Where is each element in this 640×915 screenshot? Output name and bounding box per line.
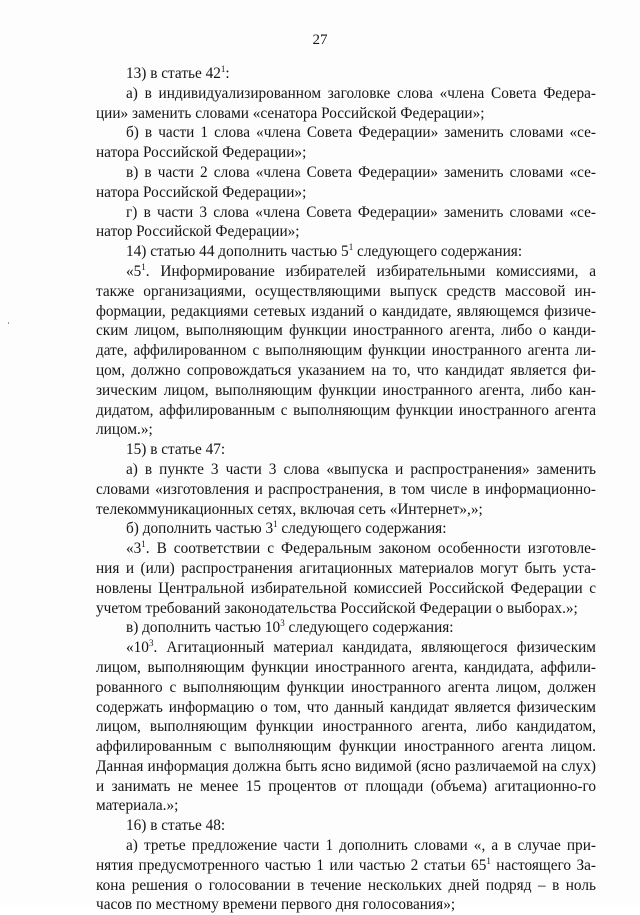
- text-run: в) дополнить частью 10: [126, 619, 281, 637]
- paragraph: [96, 64, 596, 84]
- text-run: б) дополнить частью 3: [126, 520, 274, 538]
- text-run: . Информирование избирателей избирательными комиссиями, а также организациями, осуществляющими выпуск средств массовой ин-формации, редакциями сетевых изданий о кандидате, являющемся физиче-ским лицом, выполняющим функции иностранного агента, либо о канди-дате, аффилированном с выполняющим функции иностранного агента ли-цом, должно сопровождаться указанием на то, что кандидат является фи-зическим лицом, выполняющим функции иностранного агента, либо кан-дидатом, аффилированным с выполняющим функции иностранного агента лицом.»;: [96, 262, 596, 439]
- text-run: а) третье предложение части 1 дополнить словами «, а в случае при-нятия предусмотренного частью 1 или частью 2 статьи 65: [96, 837, 596, 874]
- superscript: 1: [273, 519, 278, 530]
- text-run: 13) в статье 42: [126, 65, 221, 82]
- text-run: 15) в статье 47:: [126, 441, 226, 459]
- paragraph: [96, 618, 596, 638]
- paragraph: [96, 262, 596, 440]
- text-run: . Агитационный материал кандидата, являющегося физическим лицом, выполняющим функции иностранного агента, кандидата, аффили-рованного с выполняющим функции иностранного агента лицом, должен содержать информацию о том, что данный кандидат является физическим лицом, выполняющим функции иностранного агента, либо кандидатом, аффилированным с выполняющим функции иностранного агента лицом. Данная информация должна быть ясно видимой (ясно различаемой на слух) и занимать не менее 15 процентов от площади (объема) агитационно-го материала.»;: [96, 639, 596, 815]
- superscript: 3: [280, 618, 285, 629]
- paragraph: [96, 163, 596, 203]
- text-run: а) в пункте 3 части 3 слова «выпуска и распространения» заменить словами «изготовления и распространения, в том числе в информационно-телекоммуникационных сетях, включая сеть «Интернет»,»;: [96, 460, 596, 518]
- text-run: в) в части 2 слова «члена Совета Федерации» заменить словами «се-натора Российской Федерации»;: [96, 163, 596, 201]
- text-run: г) в части 3 слова «члена Совета Федерации» заменить словами «се-натор Российской Федерации»;: [96, 203, 596, 241]
- text-run: «3: [126, 540, 142, 558]
- paragraph: [96, 836, 596, 915]
- page-number: 27: [312, 32, 328, 48]
- text-run: 16) в статье 48:: [126, 817, 226, 835]
- paragraph: [96, 84, 596, 124]
- paragraph: [96, 203, 596, 243]
- text-run: настоящего За-кона решения о голосовании в течение нескольких дней подряд – в ноль часов по местному времени первого дня голосования»;: [96, 856, 596, 914]
- paragraph: [96, 539, 596, 618]
- paragraph: [96, 638, 596, 816]
- text-run: следующего содержания:: [284, 619, 454, 637]
- paragraph: [96, 242, 596, 262]
- document-body: [96, 64, 596, 915]
- paragraph: [96, 460, 596, 519]
- paragraph: [96, 123, 596, 163]
- text-run: следующего содержания:: [353, 243, 523, 261]
- margin-mark: [8, 322, 9, 324]
- text-run: «5: [126, 262, 142, 280]
- paragraph: [96, 519, 596, 539]
- superscript: 1: [486, 855, 491, 866]
- text-run: 14) статью 44 дополнить частью 5: [126, 243, 349, 261]
- superscript: 1: [141, 261, 146, 272]
- superscript: 1: [220, 64, 226, 74]
- text-run: следующего содержания:: [277, 520, 447, 538]
- text-run: а) в индивидуализированном заголовке слова «члена Совета Федера-ции» заменить словами «сенатора Российской Федерации»;: [96, 84, 596, 122]
- text-run: «10: [126, 639, 149, 657]
- text-run: :: [225, 65, 230, 82]
- text-run: . В соответствии с Федеральным законом особенности изготовле-ния и (или) распространения агитационных материалов могут быть уста-новлены Центральной избирательной комиссией Российской Федерации с учетом требований законодательства Российской Федерации о выборах.»;: [96, 540, 596, 617]
- text-run: б) в части 1 слова «члена Совета Федерации» заменить словами «се-натора Российской Федерации»;: [96, 124, 596, 162]
- paragraph: [96, 816, 596, 836]
- superscript: 1: [141, 539, 146, 550]
- paragraph: [96, 440, 596, 460]
- superscript: 3: [148, 638, 154, 649]
- superscript: 1: [348, 242, 354, 253]
